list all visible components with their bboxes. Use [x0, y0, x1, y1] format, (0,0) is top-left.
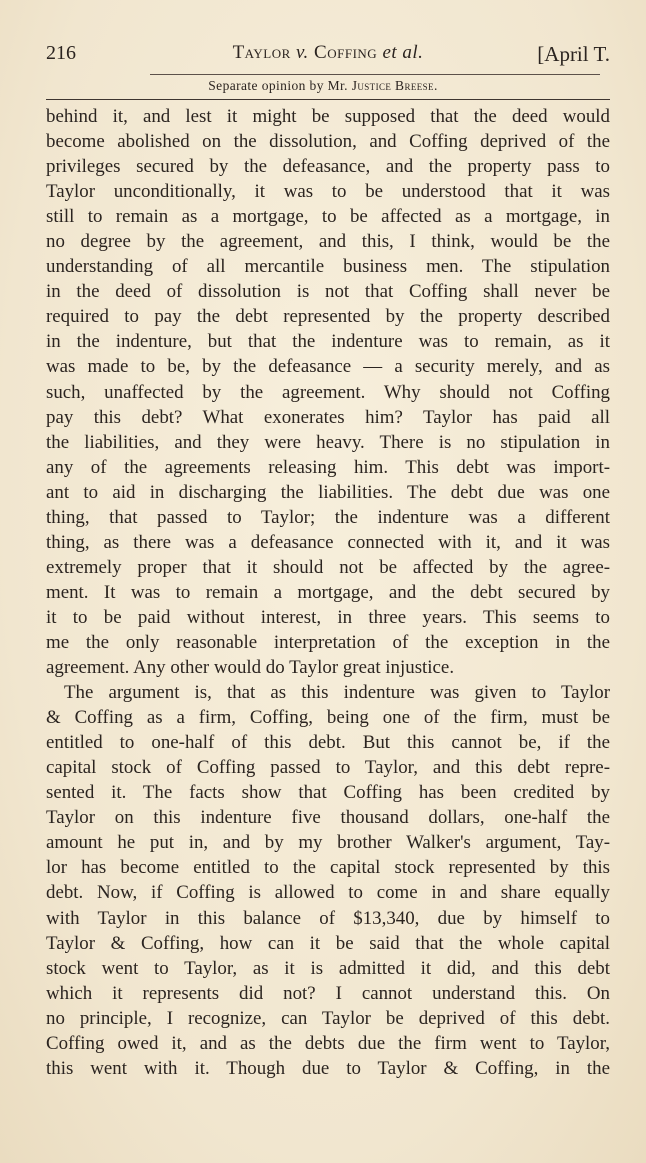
text-line: ment. It was to remain a mortgage, and the debt secured by — [46, 581, 610, 603]
page-number: 216 — [46, 42, 76, 64]
text-line: required to pay the debt represented by the property described — [46, 306, 610, 328]
text-line: become abolished on the dissolution, and Coffing deprived of the — [46, 131, 610, 153]
subheader-justice: Justice Breese. — [351, 78, 438, 93]
text-line: pay this debt? What exonerates him? Taylor has paid all — [46, 406, 610, 428]
text-line: sented it. The facts show that Coffing has been credited by — [46, 782, 610, 804]
text-line: lor has become entitled to the capital stock represented by this — [46, 857, 610, 879]
text-line: Taylor unconditionally, it was to be understood that it was — [46, 181, 610, 203]
case-title-defendant: Coffing — [314, 42, 378, 63]
text-line: such, unaffected by the agreement. Why should not Coffing — [46, 381, 610, 403]
text-line: in the indenture, but that the indenture was to remain, as it — [46, 331, 610, 353]
text-line: with Taylor in this balance of $13,340, due by himself to — [46, 907, 610, 929]
term-label: [April T. — [537, 42, 610, 66]
text-line: me the only reasonable interpretation of the exception in the — [46, 631, 610, 653]
text-line: understanding of all mercantile business men. The stipulation — [46, 256, 610, 278]
subheader-rule — [46, 99, 610, 100]
text-line: stock went to Taylor, as it is admitted it did, and this debt — [46, 957, 610, 979]
text-line: no principle, I recognize, can Taylor be deprived of this debt. — [46, 1007, 610, 1029]
text-line: amount he put in, and by my brother Walker's argument, Tay- — [46, 832, 610, 854]
case-title — [46, 42, 610, 64]
text-line: capital stock of Coffing passed to Taylor, and this debt repre- — [46, 757, 610, 779]
text-line: thing, as there was a defeasance connected with it, and it was — [46, 531, 610, 553]
text-line: debt. Now, if Coffing is allowed to come in and share equally — [46, 882, 610, 904]
text-line: which it represents did not? I cannot understand this. On — [46, 982, 610, 1004]
text-line: the liabilities, and they were heavy. There is no stipulation in — [46, 431, 610, 453]
text-line: The argument is, that as this indenture was given to Taylor — [64, 682, 610, 704]
text-line: Taylor & Coffing, how can it be said that the whole capital — [46, 932, 610, 954]
text-line: no degree by the agreement, and this, I think, would be the — [46, 231, 610, 253]
header-rule — [150, 74, 600, 75]
text-line: & Coffing as a firm, Coffing, being one of the firm, must be — [46, 707, 610, 729]
text-line: Taylor on this indenture five thousand dollars, one-half the — [46, 807, 610, 829]
text-line: in the deed of dissolution is not that Coffing shall never be — [46, 281, 610, 303]
text-line: entitled to one-half of this debt. But this cannot be, if the — [46, 732, 610, 754]
text-line: was made to be, by the defeasance — a security merely, and as — [46, 356, 610, 378]
opinion-subheader — [0, 78, 646, 94]
subheader-prefix: Separate opinion by Mr. — [208, 78, 352, 93]
opinion-body — [46, 104, 610, 1081]
text-line: it to be paid without interest, in three years. This seems to — [46, 606, 610, 628]
case-title-plaintiff: Taylor — [232, 42, 291, 63]
text-line: behind it, and lest it might be supposed that the deed would — [46, 106, 610, 127]
text-line: ant to aid in discharging the liabilities. The debt due was one — [46, 481, 610, 503]
text-line: extremely proper that it should not be affected by the agree- — [46, 556, 610, 578]
text-line: any of the agreements releasing him. This debt was import- — [46, 456, 610, 478]
case-title-versus: v. — [296, 42, 309, 63]
text-line: agreement. Any other would do Taylor great injustice. — [46, 657, 455, 679]
text-line: thing, that passed to Taylor; the indenture was a different — [46, 506, 610, 528]
text-line: this went with it. Though due to Taylor & Coffing, in the — [46, 1057, 610, 1079]
text-line: Coffing owed it, and as the debts due the firm went to Taylor, — [46, 1032, 610, 1054]
text-line: still to remain as a mortgage, to be affected as a mortgage, in — [46, 206, 610, 228]
text-line: privileges secured by the defeasance, and the property pass to — [46, 156, 610, 178]
case-title-etal: et al. — [382, 42, 424, 63]
running-header — [46, 42, 610, 72]
